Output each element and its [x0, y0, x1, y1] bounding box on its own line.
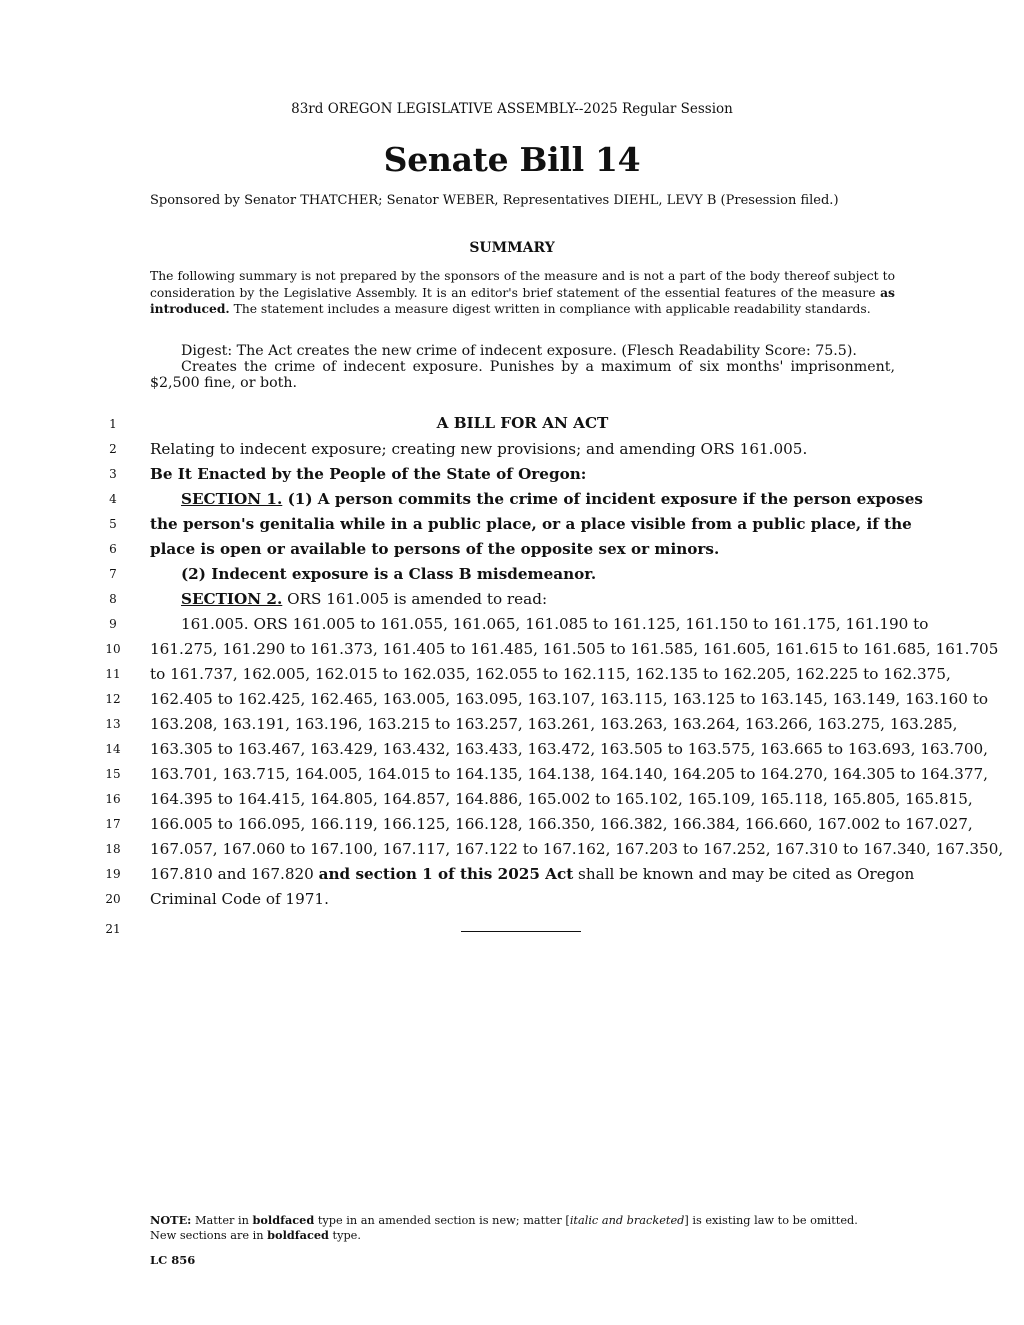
line-number: 5	[109, 517, 117, 531]
ors-line: 163.305 to 163.467, 163.429, 163.432, 163.433, 163.472, 163.505 to 163.575, 163.665 to 163.693, 163.700,	[150, 740, 988, 758]
note-italic: italic and bracketed	[569, 1214, 685, 1227]
section-1-label: SECTION 1.	[181, 490, 283, 508]
ors-line: 161.275, 161.290 to 161.373, 161.405 to 161.485, 161.505 to 161.585, 161.605, 161.615 to 161.685, 161.705	[150, 640, 999, 658]
summary-text-part: The following summary is not prepared by the sponsors of the measure and is not a part of the body thereof subject to consideration by the Legislative Assembly. It is an editor's brief statement of the essential features of the measure	[150, 269, 895, 300]
ors-line: 163.208, 163.191, 163.196, 163.215 to 163.257, 163.261, 163.263, 163.264, 163.266, 163.275, 163.285,	[150, 715, 958, 733]
digest-line: Digest: The Act creates the new crime of indecent exposure. (Flesch Readability Score: 75.5).	[181, 343, 857, 359]
section-2-line	[150, 590, 895, 608]
section-1-line: place is open or available to persons of the opposite sex or minors.	[150, 540, 720, 558]
ors-line: to 161.737, 162.005, 162.015 to 162.035, 162.055 to 162.115, 162.135 to 162.205, 162.225 to 162.375,	[150, 665, 951, 683]
section-2-text: ORS 161.005 is amended to read:	[282, 590, 548, 608]
line-number: 18	[105, 842, 121, 856]
ors-text-bold: and section 1 of this 2025 Act	[318, 865, 574, 883]
line-number: 10	[105, 642, 121, 656]
section-1-line	[150, 490, 923, 508]
line-number: 13	[105, 717, 121, 731]
bill-title: Senate Bill 14	[383, 140, 641, 179]
ors-line: 164.395 to 164.415, 164.805, 164.857, 164.886, 165.002 to 165.102, 165.109, 165.118, 165.805, 165.815,	[150, 790, 973, 808]
summary-text	[150, 269, 895, 318]
line-number: 9	[109, 617, 117, 631]
line-number: 15	[105, 767, 121, 781]
line-number: 12	[105, 692, 121, 706]
summary-heading: SUMMARY	[469, 240, 555, 256]
line-number: 19	[105, 867, 121, 881]
assembly-header: 83rd OREGON LEGISLATIVE ASSEMBLY--2025 Regular Session	[291, 101, 733, 117]
line-number: 7	[109, 567, 117, 581]
end-rule	[461, 931, 581, 932]
bill-heading: A BILL FOR AN ACT	[436, 414, 609, 432]
line-number: 4	[109, 492, 117, 506]
enacting-clause: Be It Enacted by the People of the State of Oregon:	[150, 465, 587, 483]
summary-text-part: The statement includes a measure digest written in compliance with applicable readability standards.	[229, 302, 871, 316]
line-number: 20	[105, 892, 121, 906]
ors-line: 167.057, 167.060 to 167.100, 167.117, 167.122 to 167.162, 167.203 to 167.252, 167.310 to 167.340, 167.350,	[150, 840, 1004, 858]
line-number: 3	[109, 467, 117, 481]
summary-text-bold: as introduced.	[150, 284, 895, 316]
section-2-label: SECTION 2.	[181, 590, 283, 608]
line-number: 6	[109, 542, 117, 556]
ors-line: 163.701, 163.715, 164.005, 164.015 to 164.135, 164.138, 164.140, 164.205 to 164.270, 164.305 to 164.377,	[150, 765, 988, 783]
note-bold: boldfaced	[267, 1228, 329, 1242]
section-1-line: (2) Indecent exposure is a Class B misdemeanor.	[181, 565, 597, 583]
ors-text: shall be known and may be cited as Oregon	[573, 865, 915, 883]
ors-line: 161.005. ORS 161.005 to 161.055, 161.065, 161.085 to 161.125, 161.150 to 161.175, 161.190 to	[181, 615, 929, 633]
note-text: type.	[328, 1229, 361, 1242]
ors-line: Criminal Code of 1971.	[150, 890, 329, 908]
section-1-line: the person's genitalia while in a public place, or a place visible from a public place, if the	[150, 515, 912, 533]
line-number: 17	[105, 817, 121, 831]
digest	[150, 343, 895, 391]
ors-text: 167.810 and 167.820	[150, 865, 319, 883]
sponsors-line: Sponsored by Senator THATCHER; Senator WEBER, Representatives DIEHL, LEVY B (Presession filed.)	[150, 193, 839, 208]
note-text: Matter in	[191, 1214, 253, 1227]
footer-note	[150, 1213, 895, 1243]
note-text: type in an amended section is new; matter [	[314, 1214, 570, 1227]
line-number: 8	[109, 592, 117, 606]
ors-line: 166.005 to 166.095, 166.119, 166.125, 166.128, 166.350, 166.382, 166.384, 166.660, 167.002 to 167.027,	[150, 815, 973, 833]
ors-line	[150, 865, 915, 883]
line-number: 11	[105, 667, 121, 681]
note-label: NOTE:	[150, 1213, 192, 1227]
line-number: 1	[109, 417, 117, 431]
lc-number: LC 856	[150, 1253, 196, 1267]
line-number: 21	[105, 922, 121, 936]
section-1-text: (1) A person commits the crime of incident exposure if the person exposes	[282, 490, 923, 508]
note-bold: boldfaced	[252, 1213, 315, 1227]
ors-line: 162.405 to 162.425, 162.465, 163.005, 163.095, 163.107, 163.115, 163.125 to 163.145, 163.149, 163.160 to	[150, 690, 988, 708]
line-number: 2	[109, 442, 117, 456]
relating-clause: Relating to indecent exposure; creating new provisions; and amending ORS 161.005.	[150, 440, 808, 458]
digest-line: Creates the crime of indecent exposure. Punishes by a maximum of six months' imprisonment, $2,500 fine, or both.	[150, 359, 895, 391]
note-text: ] is existing law to be omitted.	[684, 1214, 858, 1227]
line-number: 14	[105, 742, 121, 756]
note-text: New sections are in	[150, 1229, 268, 1242]
line-number: 16	[105, 792, 121, 806]
